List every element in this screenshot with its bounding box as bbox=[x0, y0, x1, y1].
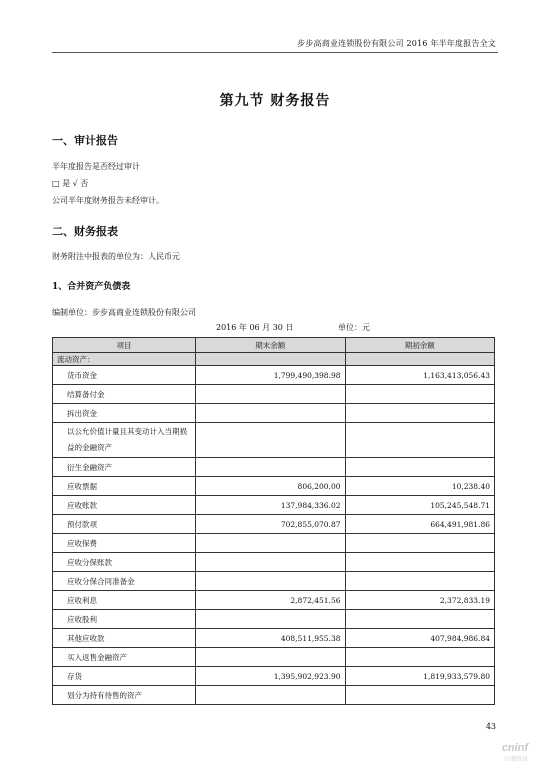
row-item: 其他应收款 bbox=[53, 629, 196, 648]
row-end-value: 1,799,490,398.98 bbox=[196, 366, 345, 385]
audit-heading: 一、审计报告 bbox=[52, 134, 118, 147]
table-row bbox=[53, 423, 495, 458]
row-item: 以公允价值计量且其变动计入当期损益的金融资产 bbox=[53, 423, 196, 458]
table-row bbox=[53, 591, 495, 610]
column-header-begin: 期初余额 bbox=[345, 338, 495, 353]
row-end-value: 702,855,070.87 bbox=[196, 515, 345, 534]
balance-sheet-table bbox=[52, 337, 495, 705]
audit-statement: 公司半年度财务报告未经审计。 bbox=[52, 196, 164, 205]
page-header: 步步高商业连锁股份有限公司 2016 年半年度报告全文 bbox=[297, 39, 496, 48]
row-end-value bbox=[196, 423, 345, 458]
row-begin-value bbox=[345, 423, 495, 458]
column-header-end: 期末余额 bbox=[196, 338, 345, 353]
row-item: 应收票据 bbox=[53, 477, 196, 496]
row-end-value: 806,200.00 bbox=[196, 477, 345, 496]
report-unit: 单位：元 bbox=[338, 323, 370, 332]
row-begin-value bbox=[345, 610, 495, 629]
table-row bbox=[53, 477, 495, 496]
table-row bbox=[53, 366, 495, 385]
row-end-value bbox=[196, 610, 345, 629]
table-row bbox=[53, 572, 495, 591]
row-begin-value bbox=[345, 648, 495, 667]
row-item: 衍生金融资产 bbox=[53, 458, 196, 477]
row-begin-value bbox=[345, 404, 495, 423]
section-title: 第九节 财务报告 bbox=[219, 93, 331, 109]
table-row bbox=[53, 515, 495, 534]
column-header-item: 项目 bbox=[53, 338, 196, 353]
row-begin-value bbox=[345, 686, 495, 705]
row-item: 划分为持有待售的资产 bbox=[53, 686, 196, 705]
table-row bbox=[53, 648, 495, 667]
row-begin-value bbox=[345, 534, 495, 553]
table-row bbox=[53, 553, 495, 572]
row-item: 预付款项 bbox=[53, 515, 196, 534]
row-item: 应收保费 bbox=[53, 534, 196, 553]
row-begin-value: 1,819,933,579.80 bbox=[345, 667, 495, 686]
row-item: 拆出资金 bbox=[53, 404, 196, 423]
audit-question: 半年度报告是否经过审计 bbox=[52, 162, 140, 171]
row-end-value: 2,872,451.56 bbox=[196, 591, 345, 610]
table-header-row bbox=[53, 338, 495, 353]
category-label: 流动资产： bbox=[53, 353, 196, 366]
category-row bbox=[53, 353, 495, 366]
row-begin-value: 407,984,986.84 bbox=[345, 629, 495, 648]
category-begin-cell bbox=[345, 353, 495, 366]
row-end-value bbox=[196, 385, 345, 404]
table-row bbox=[53, 385, 495, 404]
row-begin-value bbox=[345, 385, 495, 404]
audit-options: □ 是 √ 否 bbox=[52, 179, 89, 188]
row-begin-value bbox=[345, 572, 495, 591]
row-end-value bbox=[196, 648, 345, 667]
row-begin-value: 664,491,981.86 bbox=[345, 515, 495, 534]
table-row bbox=[53, 610, 495, 629]
preparer: 编制单位：步步高商业连锁股份有限公司 bbox=[52, 308, 196, 317]
logo-subtitle: 巨潮资讯 bbox=[503, 757, 528, 763]
balance-sheet-heading: 1、合并资产负债表 bbox=[52, 282, 131, 292]
row-end-value bbox=[196, 686, 345, 705]
page-number: 43 bbox=[485, 722, 496, 731]
table-row bbox=[53, 629, 495, 648]
row-begin-value bbox=[345, 553, 495, 572]
category-end-cell bbox=[196, 353, 345, 366]
table-row bbox=[53, 404, 495, 423]
row-end-value bbox=[196, 572, 345, 591]
table-row bbox=[53, 534, 495, 553]
table-row bbox=[53, 496, 495, 515]
report-date: 2016 年 06 月 30 日 bbox=[216, 323, 294, 332]
row-item: 买入返售金融资产 bbox=[53, 648, 196, 667]
row-end-value bbox=[196, 458, 345, 477]
row-item: 货币资金 bbox=[53, 366, 196, 385]
row-end-value: 137,984,336.02 bbox=[196, 496, 345, 515]
unit-note: 财务附注中报表的单位为：人民币元 bbox=[52, 252, 180, 261]
row-end-value bbox=[196, 404, 345, 423]
row-begin-value: 105,245,548.71 bbox=[345, 496, 495, 515]
row-end-value bbox=[196, 534, 345, 553]
row-item: 应收利息 bbox=[53, 591, 196, 610]
logo-wordmark: cninf bbox=[501, 742, 528, 754]
row-item: 应收分保合同准备金 bbox=[53, 572, 196, 591]
table-row bbox=[53, 686, 495, 705]
row-begin-value: 2,372,833.19 bbox=[345, 591, 495, 610]
row-end-value bbox=[196, 553, 345, 572]
table-row bbox=[53, 458, 495, 477]
row-item: 应收分保账款 bbox=[53, 553, 196, 572]
row-begin-value bbox=[345, 458, 495, 477]
row-item: 应收股利 bbox=[53, 610, 196, 629]
header-divider bbox=[52, 52, 498, 53]
cninfo-logo bbox=[502, 742, 528, 763]
row-end-value: 1,395,902,923.90 bbox=[196, 667, 345, 686]
row-end-value: 408,511,955.38 bbox=[196, 629, 345, 648]
statements-heading: 二、财务报表 bbox=[52, 225, 118, 238]
row-begin-value: 10,238.40 bbox=[345, 477, 495, 496]
row-item: 结算备付金 bbox=[53, 385, 196, 404]
row-begin-value: 1,163,413,056.43 bbox=[345, 366, 495, 385]
row-item: 应收账款 bbox=[53, 496, 196, 515]
table-row bbox=[53, 667, 495, 686]
row-item: 存货 bbox=[53, 667, 196, 686]
